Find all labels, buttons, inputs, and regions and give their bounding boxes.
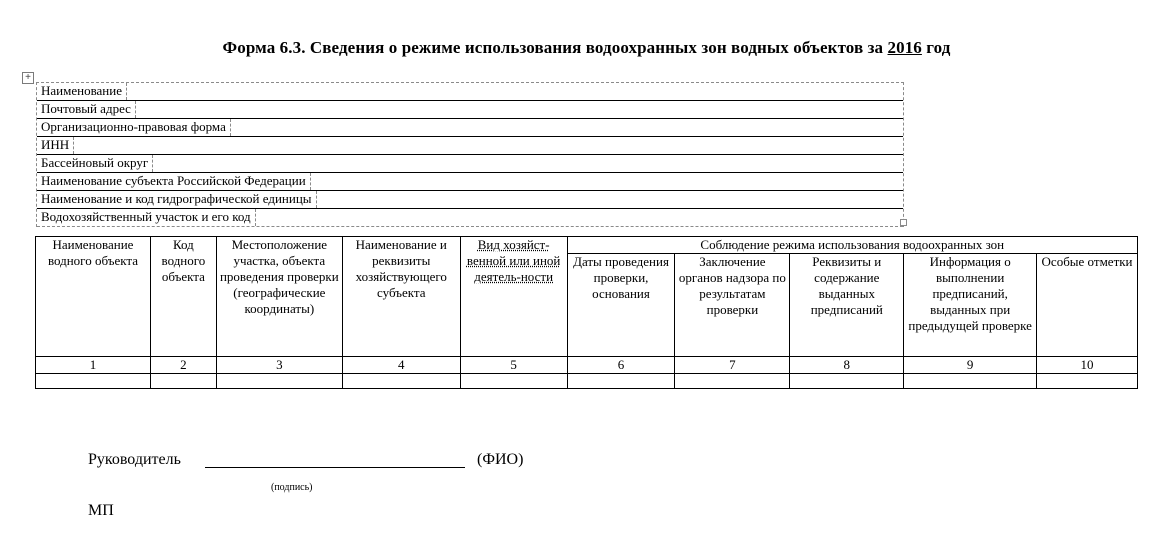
data-cell[interactable]	[1037, 374, 1138, 389]
number-cell: 9	[904, 357, 1037, 374]
number-cell: 4	[342, 357, 460, 374]
fio-label: (ФИО)	[477, 451, 524, 468]
number-cell: 8	[790, 357, 904, 374]
header-cell	[460, 237, 567, 357]
table-resize-handle[interactable]	[900, 219, 907, 226]
header-cell: Код водного объекта	[150, 237, 216, 357]
form-title	[0, 38, 1173, 58]
info-label: Наименование	[37, 83, 127, 100]
info-row-water-section[interactable]	[37, 209, 903, 227]
info-label: Почтовый адрес	[37, 101, 136, 118]
info-row-hydro-unit[interactable]	[37, 191, 903, 209]
info-label: Водохозяйственный участок и его код	[37, 209, 256, 226]
data-cell[interactable]	[567, 374, 675, 389]
subheader-cell: Реквизиты и содержание выданных предписаний	[790, 254, 904, 357]
signature-label: Руководитель	[88, 451, 181, 468]
title-year: 2016	[887, 38, 922, 57]
info-row-name[interactable]	[37, 83, 903, 101]
subheader-cell: Даты проведения проверки, основания	[567, 254, 675, 357]
group-header-cell: Соблюдение режима использования водоохранных зон	[567, 237, 1137, 254]
info-row-legal-form[interactable]	[37, 119, 903, 137]
info-label: Организационно-правовая форма	[37, 119, 231, 136]
data-cell[interactable]	[150, 374, 216, 389]
data-cell[interactable]	[36, 374, 151, 389]
number-cell: 1	[36, 357, 151, 374]
table-move-handle-icon[interactable]: +	[22, 72, 34, 84]
subheader-cell: Информация о выполнении предписаний, выданных при предыдущей проверке	[904, 254, 1037, 357]
data-row-empty[interactable]	[36, 374, 1138, 389]
water-zones-table	[35, 236, 1138, 389]
number-cell: 7	[675, 357, 790, 374]
data-cell[interactable]	[342, 374, 460, 389]
info-label: ИНН	[37, 137, 74, 154]
signature-line[interactable]	[205, 467, 465, 468]
info-row-address[interactable]	[37, 101, 903, 119]
data-cell[interactable]	[216, 374, 342, 389]
info-row-basin[interactable]	[37, 155, 903, 173]
subheader-cell: Особые отметки	[1037, 254, 1138, 357]
data-cell[interactable]	[904, 374, 1037, 389]
title-text: Форма 6.3. Сведения о режиме использования водоохранных зон водных объектов за	[222, 38, 888, 57]
data-cell[interactable]	[790, 374, 904, 389]
number-cell: 5	[460, 357, 567, 374]
info-row-inn[interactable]	[37, 137, 903, 155]
header-cell: Наименование водного объекта	[36, 237, 151, 357]
info-label: Наименование и код гидрографической единицы	[37, 191, 317, 208]
stamp-label: МП	[88, 502, 114, 519]
signature-caption: (подпись)	[271, 482, 313, 493]
header-text: Вид хозяйст-венной или иной деятель-ности	[466, 237, 561, 284]
header-cell: Местоположение участка, объекта проведения проверки (географические координаты)	[216, 237, 342, 357]
organization-info-table	[36, 82, 904, 227]
title-suffix: год	[921, 38, 951, 57]
subheader-cell: Заключение органов надзора по результатам проверки	[675, 254, 790, 357]
number-row	[36, 357, 1138, 374]
header-row	[36, 237, 1138, 254]
number-cell: 10	[1037, 357, 1138, 374]
number-cell: 2	[150, 357, 216, 374]
info-label: Наименование субъекта Российской Федерации	[37, 173, 311, 190]
info-label: Бассейновый округ	[37, 155, 153, 172]
info-row-region[interactable]	[37, 173, 903, 191]
header-cell: Наименование и реквизиты хозяйствующего субъекта	[342, 237, 460, 357]
data-cell[interactable]	[675, 374, 790, 389]
data-cell[interactable]	[460, 374, 567, 389]
number-cell: 3	[216, 357, 342, 374]
number-cell: 6	[567, 357, 675, 374]
